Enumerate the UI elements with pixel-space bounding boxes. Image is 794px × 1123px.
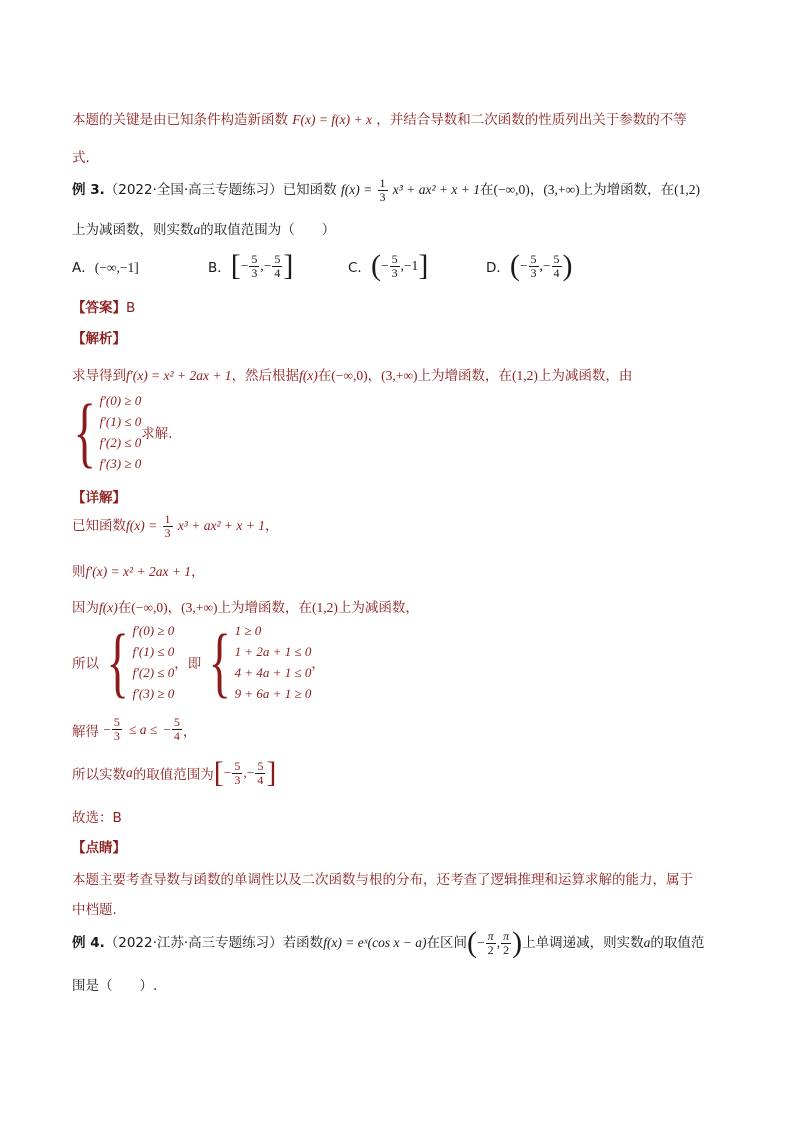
detail-line3: 因为f(x)在(−∞,0)，(3,+∞)上为增函数，在(1,2)上为减函数， (72, 600, 419, 616)
option-a[interactable]: A．(−∞,−1] (72, 260, 139, 276)
option-d[interactable]: D． ( − $\frac{5}{3}$ ,− $\frac{5}{4}$ ) (486, 249, 573, 282)
example3-stem: 例 3.（2022·全国·高三专题练习）已知函数 f(x) = $\frac{1}{3}$ x³ + ax² + x + 1在(−∞,0)，(3,+∞)上为增函数，在(1,2) (72, 175, 701, 204)
comment-line2: 中档题. (72, 902, 117, 918)
fraction-one-third: $\frac{1}{3}$ (379, 175, 386, 204)
detail-line1: 已知函数f(x) = $\frac{1}{3}$ x³ + ax² + x + 1， (72, 511, 279, 540)
example3-stem-line2: 上为减函数，则实数a的取值范围为（ ） (72, 222, 336, 238)
detail-label: 【详解】 (72, 490, 126, 506)
detail-solve: 解得 − $\frac{5}{3}$ ≤ a ≤ − $\frac{5}{4}$ ， (72, 715, 197, 743)
example4-stem-line2: 围是（ ）. (72, 978, 158, 994)
option-b[interactable]: B． [ − $\frac{5}{3}$ ,− $\frac{5}{4}$ ] (208, 249, 294, 282)
analysis-line: 求导得到f′(x) = x² + 2ax + 1，然后根据f(x)在(−∞,0)，(3,+∞)上为增函数，在(1,2)上为减函数，由 (72, 368, 633, 384)
example4-stem: 例 4. （2022·江苏·高三专题练习） 若函数 f(x) = eˣ(cos x − a) 在区间 ( − $\frac{\pi}{2}$ , $\frac{\pi}{2}$ ) 上单调递减，则实数 a 的取值范 (72, 926, 705, 959)
comment-label: 【点睛】 (72, 840, 126, 856)
option-c[interactable]: C． ( − $\frac{5}{3}$ , −1 ] (348, 249, 429, 282)
intro-line2: 式. (72, 150, 90, 166)
comment-line1: 本题主要考查导数与函数的单调性以及二次函数与根的分布，还考查了逻辑推理和运算求解的能力，属于 (72, 872, 693, 888)
analysis-label: 【解析】 (72, 331, 126, 347)
detail-systems: 所以 { f′(0) ≥ 0 f′(1) ≤ 0 f′(2) ≤ 0 f′(3) ≥ 0 ，即 { 1 ≥ 0 1 + 2a + 1 ≤ 0 4 + 4a + 1 ≤ 0 9 + 6a + 1 ≥ 0 ， (72, 618, 325, 705)
answer-line: 【答案】B (72, 300, 136, 316)
intro-line1: 本题的关键是由已知条件构造新函数 F(x) = f(x) + x ，并结合导数和二次函数的性质列出关于参数的不等 (72, 112, 687, 128)
detail-line2: 则f′(x) = x² + 2ax + 1， (72, 564, 205, 580)
analysis-system: { f′(0) ≥ 0 f′(1) ≤ 0 f′(2) ≤ 0 f′(3) ≥ 0 求解. (73, 388, 173, 475)
intro-formula: F(x) = f(x) + x (292, 112, 372, 127)
choose-line: 故选：B (72, 810, 122, 826)
options-row (72, 246, 734, 286)
detail-range: 所以实数 a 的取值范围为 [ − $\frac{5}{3}$ ,− $\frac{5}{4}$ ] (72, 756, 277, 789)
